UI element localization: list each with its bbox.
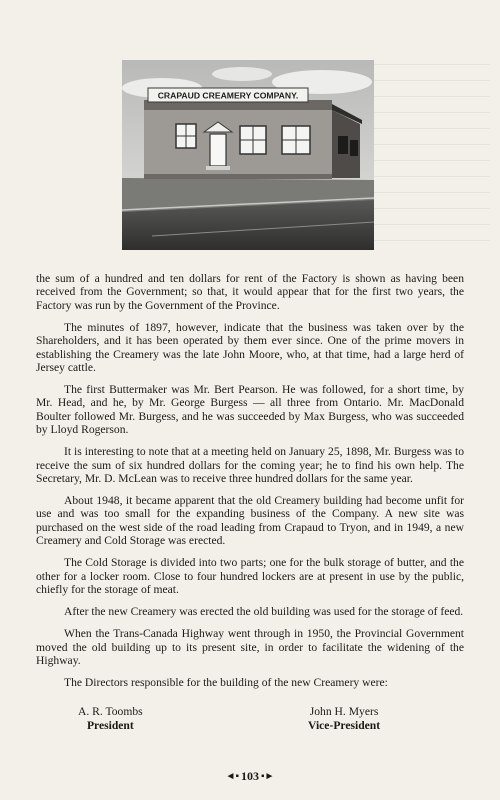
creamery-sign-text: CRAPAUD CREAMERY COMPANY. <box>157 90 299 101</box>
director-name: A. R. Toombs <box>78 705 143 718</box>
paragraph: When the Trans-Canada Highway went through in 1950, the Provincial Government moved the old building up to its present site, in order to facilitate the widening of the Highway. <box>36 627 464 667</box>
paragraph: The first Buttermaker was Mr. Bert Pearson. He was followed, for a short time, by Mr. Head, and he, by Mr. George Burgess — all three from Ontario. Mr. MacDonald Boulter followed Mr. Burgess, and he was succeeded by Max Burgess, who was succeeded by Lloyd Rogerson. <box>36 383 464 437</box>
creamery-photo <box>122 60 374 250</box>
signature-vice-president <box>308 705 380 733</box>
article-body <box>36 272 464 698</box>
paragraph: The Cold Storage is divided into two parts; one for the bulk storage of butter, and the other for a locker room. Close to four hundred lockers are at present in use by the public, chiefly for the storage of meat. <box>36 556 464 597</box>
director-title: Vice-President <box>308 719 381 732</box>
ornament-left-icon: ◄▪ <box>225 771 239 782</box>
ornament-right-icon: ▪► <box>261 771 275 782</box>
director-title: President <box>86 719 134 732</box>
paragraph: The minutes of 1897, however, indicate that the business was taken over by the Shareholders, and it has been operated by them ever since. One of the prime movers in establishing the Creamery was the late John Moore, who, at that time, had a large herd of Jersey cattle. <box>36 320 464 375</box>
page-number-footer <box>0 769 500 784</box>
paragraph: It is interesting to note that at a meeting held on January 25, 1898, Mr. Burgess was to receive the sum of six hundred dollars for the coming year; he to find his own help. The Secretary, Mr. D. McLean was to receive three hundred dollars for the same year. <box>36 445 464 486</box>
signature-president <box>78 705 143 733</box>
paragraph: After the new Creamery was erected the old building was used for the storage of feed. <box>64 605 464 619</box>
director-name: John H. Myers <box>309 705 379 718</box>
paragraph: The Directors responsible for the building of the new Creamery were: <box>64 675 388 689</box>
paragraph: About 1948, it became apparent that the old Creamery building had become unfit for use and was too small for the expanding business of the Company. A new site was purchased on the west side of the road leading from Crapaud to Tryon, and in 1949, a new Creamery and Cold Storage was erected. <box>36 494 464 548</box>
page-number: 103 <box>241 769 259 783</box>
paragraph: the sum of a hundred and ten dollars for rent of the Factory is shown as having been received from the Government; so that, it would appear that for the first two years, the Factory was run by the Government of the Province. <box>36 272 464 312</box>
